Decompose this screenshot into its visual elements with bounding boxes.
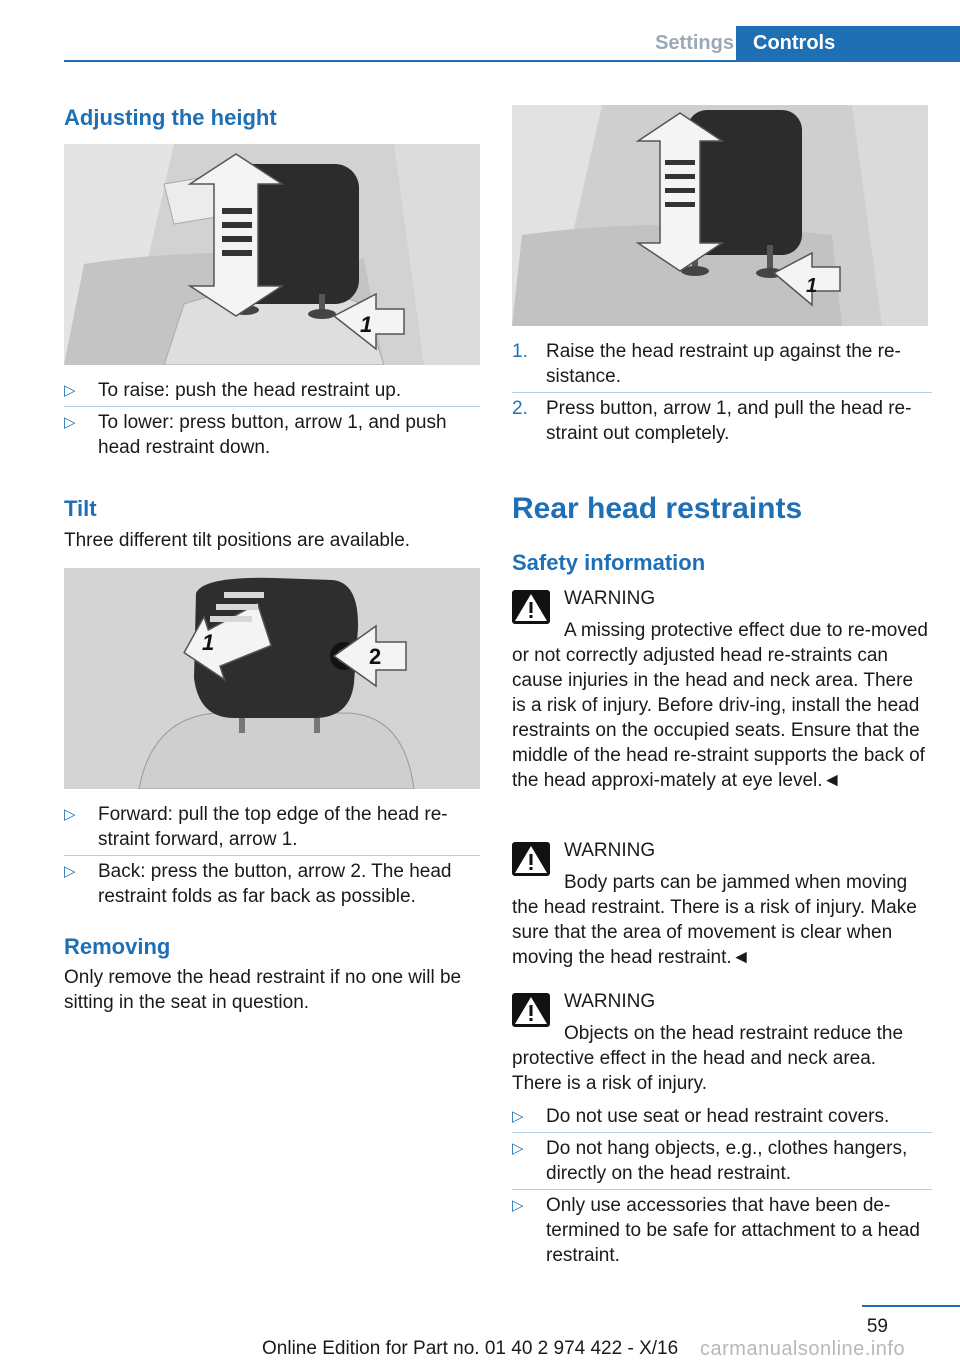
figure-tilt-arrow-2-label: 2	[369, 644, 382, 669]
figure-height-adjust	[64, 144, 480, 365]
warning-title: WARNING	[564, 991, 656, 1012]
header-rule	[64, 60, 960, 62]
list-item-text: To raise: push the head restraint up.	[98, 380, 402, 401]
list-item	[512, 396, 932, 446]
watermark: carmanualsonline.info	[700, 1338, 906, 1360]
list-item	[64, 802, 480, 852]
warning-text: Body parts can be jammed when moving the head restraint. There is a risk of injury. Make sure that the area of movement is clear when moving the head restraint.◄	[512, 872, 917, 968]
triangle-right-icon: ▷	[512, 1140, 524, 1157]
figure-removal-arrow-label: 1	[806, 275, 818, 297]
warning-triangle-icon	[512, 993, 550, 1027]
footer-rule	[862, 1305, 960, 1307]
warning-text: Objects on the head restraint reduce the protective effect in the head and neck area. There is a risk of injury.	[512, 1023, 904, 1094]
warning-triangle-icon	[512, 590, 550, 624]
list-item-text: Back: press the button, arrow 2. The head restraint folds as far back as possible.	[98, 861, 452, 907]
page-number: 59	[866, 1316, 888, 1337]
step-number: 2.	[512, 398, 528, 419]
triangle-right-icon: ▷	[64, 863, 76, 880]
list-item	[64, 859, 480, 909]
list-item-text: Do not hang objects, e.g., clothes hangers, directly on the head restraint.	[546, 1138, 908, 1184]
warning-title: WARNING	[564, 588, 656, 609]
triangle-right-icon: ▷	[512, 1108, 524, 1125]
warning-block	[512, 586, 928, 793]
list-item	[512, 1136, 932, 1186]
warning-block	[512, 838, 928, 970]
list-item	[64, 378, 480, 403]
step-number: 1.	[512, 341, 528, 362]
warning-block	[512, 989, 928, 1096]
figure-height-arrow-label: 1	[360, 312, 373, 337]
figure-tilt-illustration	[64, 568, 480, 789]
figure-tilt-arrow-1-label: 1	[202, 630, 215, 655]
list-item	[64, 410, 480, 460]
divider	[512, 1189, 932, 1190]
heading-removing: Removing	[64, 934, 171, 959]
heading-adjusting-height: Adjusting the height	[64, 105, 277, 130]
list-item	[512, 1104, 932, 1129]
list-item-text: Forward: pull the top edge of the head re-straint forward, arrow 1.	[98, 804, 448, 850]
removal-steps-list	[512, 339, 932, 453]
list-item	[512, 339, 932, 389]
warning-triangle-icon	[512, 842, 550, 876]
divider	[64, 406, 480, 407]
list-item-text: Only use accessories that have been de-termined to be safe for attachment to a head restraint.	[546, 1195, 920, 1266]
tilt-intro: Three different tilt positions are available.	[64, 530, 411, 551]
list-item-text: Do not use seat or head restraint covers.	[546, 1106, 890, 1127]
divider	[64, 855, 480, 856]
heading-tilt: Tilt	[64, 496, 97, 521]
header-chapter-controls: Controls	[736, 26, 960, 62]
list-item-text: To lower: press button, arrow 1, and push head restraint down.	[98, 412, 447, 458]
divider	[512, 392, 932, 393]
triangle-right-icon: ▷	[64, 414, 76, 431]
header-section-settings: Settings	[655, 32, 734, 54]
heading-rear-head-restraints: Rear head restraints	[512, 492, 803, 525]
figure-tilt	[64, 568, 480, 789]
figure-height-adjust-illustration	[64, 144, 480, 365]
warning-text: A missing protective effect due to re-moved or not correctly adjusted head re-straints can cause injuries in the head and neck area. There is a risk of injury. Before driv-ing, install the head restraints on the occupied seats. Ensure that the middle of the head re-straint supports the back of the head approxi-mately at eye level.◄	[512, 620, 928, 791]
tilt-steps-list	[64, 802, 480, 916]
height-steps-list	[64, 378, 480, 467]
triangle-right-icon: ▷	[64, 806, 76, 823]
list-item	[512, 1193, 932, 1268]
triangle-right-icon: ▷	[64, 382, 76, 399]
warning-title: WARNING	[564, 840, 656, 861]
list-item-text: Press button, arrow 1, and pull the head re-straint out completely.	[546, 398, 912, 444]
list-item-text: Raise the head restraint up against the re-sistance.	[546, 341, 901, 387]
figure-removal-illustration	[512, 105, 928, 326]
triangle-right-icon: ▷	[512, 1197, 524, 1214]
divider	[512, 1132, 932, 1133]
precautions-list	[512, 1104, 932, 1275]
figure-removal	[512, 105, 928, 326]
edition-info: Online Edition for Part no. 01 40 2 974 422 - X/16	[262, 1338, 679, 1359]
removing-text: Only remove the head restraint if no one will be sitting in the seat in question.	[64, 967, 462, 1013]
heading-safety-information: Safety information	[512, 550, 706, 575]
